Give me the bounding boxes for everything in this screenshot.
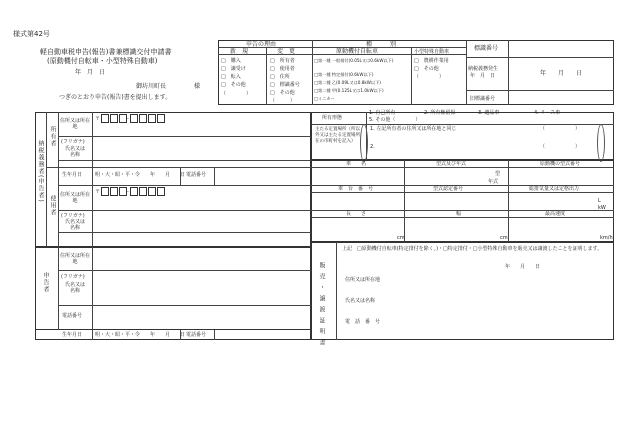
vehicle-serial-label: 車 台 番 号: [338, 186, 374, 192]
vehicle-block: [311, 160, 614, 242]
user-name-label: 氏名又は名称: [64, 219, 85, 231]
statement: つぎのとおり申告(報告)書を提出します。: [59, 94, 172, 101]
certificate-block: [311, 242, 614, 340]
declarant-address-label: 住所又は所在地: [60, 253, 91, 265]
type-moped-item[interactable]: □第二種 乙(0.09L又は0.8kW以下): [314, 80, 381, 85]
declarant-name-label: 氏名又は名称: [64, 282, 85, 294]
ownership-option[interactable]: 1. 自己所有: [369, 110, 396, 116]
reason-new-item[interactable]: □ 転入: [221, 74, 241, 80]
main-location-label: 主たる定置場所（所以外又は主たる定置場所在の市町村を記入）: [315, 127, 360, 144]
ownership-option[interactable]: 4. リース車: [534, 110, 561, 116]
reason-change-item[interactable]: □ その他: [270, 90, 295, 96]
declarant-label: 申告者: [42, 272, 49, 293]
type-special-item[interactable]: □ その他: [414, 66, 439, 72]
ownership-option[interactable]: 5. その他（ ）: [369, 117, 421, 123]
vehicle-displacement-label: 総排気量又は定格出力: [529, 186, 580, 192]
tax-start-label: 納税義務発生: [468, 66, 499, 72]
type-special-item[interactable]: □ 農耕作業用: [414, 58, 449, 64]
reason-new-item[interactable]: □ 購入: [221, 58, 241, 64]
owner-name-label: 氏名又は名称: [64, 146, 85, 158]
old-plate-label: 旧標識番号: [470, 96, 496, 102]
unit-cm-1: cm: [397, 235, 405, 241]
declarant-birth-era[interactable]: 明・大・昭・平・令 年 月 日: [95, 332, 186, 338]
plate-number-label: 標識番号: [474, 45, 499, 52]
declarant-birth-label: 生年月日: [62, 332, 83, 338]
owner-birth-era[interactable]: 明・大・昭・平・令 年 月 日: [95, 172, 186, 178]
vehicle-certified-label: 型式認定番号: [433, 186, 464, 192]
form-title: 軽自動車税申告(報告)書兼標識交付申請書: [40, 48, 172, 56]
submit-date: 年 月 日: [75, 69, 106, 76]
declarant-phone-label: 電話番号: [62, 313, 83, 319]
tax-start-ym: 年 月 日: [470, 73, 496, 79]
reason-change-item[interactable]: □ 標識番号: [270, 82, 300, 88]
vehicle-name-label: 車 名: [346, 161, 367, 167]
type-special-item: （ ）: [414, 74, 445, 80]
owner-address-label: 住所又は所在地: [60, 118, 91, 130]
type-moped-item[interactable]: □第二種 甲(0.125L又は1.0kW以下): [314, 88, 384, 93]
vehicle-length-label: 長 さ: [346, 211, 367, 217]
reason-change-item[interactable]: □ 所有者: [270, 58, 295, 64]
type-header: 種 別: [366, 41, 397, 48]
user-furigana: (フリガナ): [61, 213, 85, 219]
certificate-text: 上記 □原動機付自転車(特定排付を除く。)・□特定排付・□小型特殊自動車を販売又は譲渡したことを証明します。: [342, 246, 603, 252]
addressee: 御坊川町長: [136, 83, 167, 90]
reason-change-label: 変 更: [277, 48, 296, 55]
owner-birth-label: 生年月日: [62, 172, 83, 178]
vehicle-model-label: 型式及び年式: [436, 161, 467, 167]
type-special-label: 小型特殊自動車: [414, 49, 450, 55]
vehicle-year: 年式: [488, 179, 499, 185]
user-label: 使用者: [49, 195, 56, 216]
location-paren-2: （ ）: [540, 144, 581, 150]
certificate-name: 氏名又は名称: [345, 298, 376, 304]
unit-kw: kW: [598, 205, 606, 211]
vehicle-speed-label: 最高速度: [545, 211, 566, 217]
type-moped-item[interactable]: □ミニカー: [314, 96, 335, 101]
unit-kmh: km/h: [600, 235, 613, 241]
type-moped-label: 原動機付自転車: [336, 48, 379, 55]
certificate-date[interactable]: 年 月 日: [505, 264, 541, 270]
reason-change-item: （ ）: [270, 98, 296, 104]
reason-new-item: （ ）: [221, 91, 252, 97]
reason-new-label: 新 規: [230, 48, 249, 55]
ownership-label: 所有形態: [322, 115, 343, 121]
unit-liter: L: [598, 198, 601, 204]
reason-header: 申告の理由: [246, 41, 277, 48]
unit-cm-2: cm: [500, 235, 508, 241]
certificate-address: 住所又は所在地: [345, 277, 381, 283]
location-same[interactable]: 1. 左記所有者の住所又は所在地と同じ: [370, 126, 457, 132]
vehicle-width-label: 幅: [456, 211, 462, 217]
type-moped-item[interactable]: □第一種 特定排付(0.6kW以下): [314, 72, 374, 77]
addressee-suffix: 様: [194, 83, 201, 90]
declarant-phone2-label: 電話番号: [186, 332, 207, 338]
ownership-option[interactable]: 2. 所有権留保: [424, 110, 456, 116]
reason-change-item[interactable]: □ 使用者: [270, 66, 295, 72]
reason-change-item[interactable]: □ 住所: [270, 74, 290, 80]
tax-start-date[interactable]: 年 月 日: [540, 70, 583, 77]
reason-new-item[interactable]: □ 譲受け: [221, 66, 246, 72]
form-number: 様式第42号: [13, 30, 50, 38]
type-moped-item[interactable]: □第一種 一般排付(0.05L又は0.6kW以下): [314, 58, 394, 63]
certificate-phone: 電 話 番 号: [345, 319, 381, 325]
certificate-label: 販売・譲渡証明書: [318, 262, 325, 350]
user-postal[interactable]: 〒 -: [95, 187, 165, 196]
owner-label: 所有者: [49, 126, 56, 147]
location-other[interactable]: 2.: [370, 144, 375, 150]
ownership-option[interactable]: 3. 適品車: [478, 110, 500, 116]
reason-new-item[interactable]: □ その他: [221, 82, 246, 88]
form-subtitle: (原動機付自転車・小型特殊自動車): [47, 57, 158, 65]
taxpayer-group-label: 納税義務者(申告者): [37, 140, 44, 203]
vehicle-engine-label: 原動機の型式番号: [540, 161, 581, 167]
location-paren-1: （ ）: [540, 126, 581, 132]
vehicle-model: 型: [495, 171, 501, 177]
owner-furigana: (フリガナ): [61, 139, 85, 145]
declarant-furigana: (フリガナ): [61, 274, 85, 280]
owner-phone-label: 電話番号: [186, 172, 207, 178]
owner-postal[interactable]: 〒 -: [95, 114, 165, 123]
user-address-label: 住所又は所在地: [60, 192, 91, 204]
